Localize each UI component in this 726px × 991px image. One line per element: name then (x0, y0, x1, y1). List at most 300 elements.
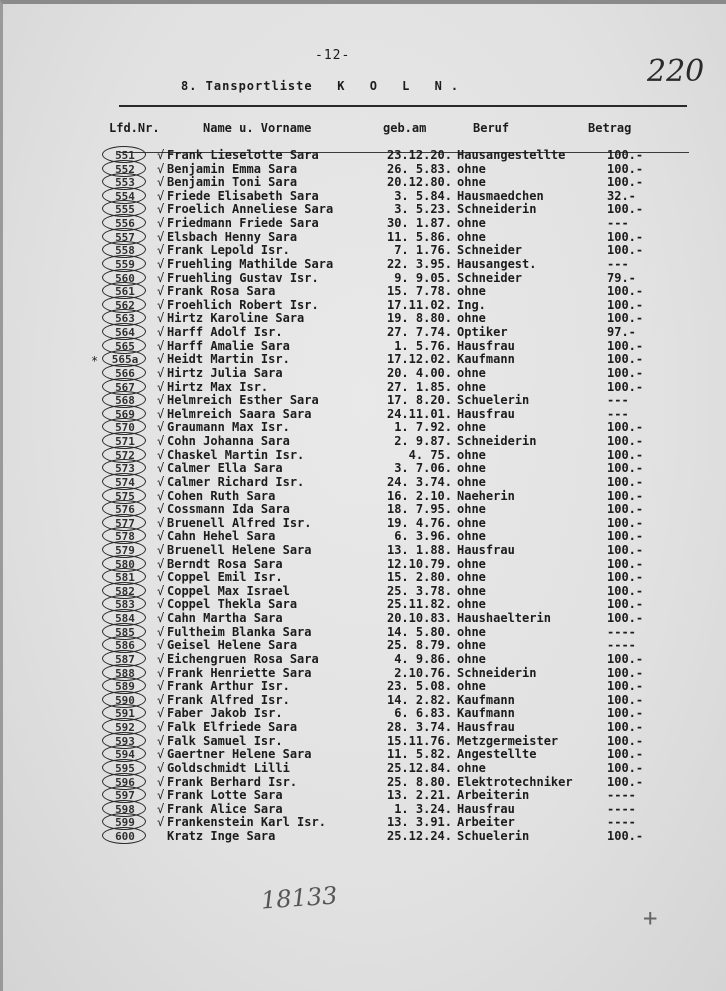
amount: 100.- (607, 760, 644, 775)
table-row (3, 476, 726, 489)
birth-date: 1. 3.24. (394, 801, 452, 816)
birth-date: 20.10.83. (386, 611, 452, 626)
handwritten-note: 18133 (260, 881, 339, 915)
check-mark-icon: √ (157, 638, 165, 653)
entry-number: 582 (115, 584, 135, 598)
occupation: Schuelerin (457, 829, 530, 843)
occupation: ohne (457, 379, 486, 394)
check-mark-icon: √ (157, 597, 165, 612)
person-name: Froelich Anneliese Sara (167, 202, 334, 217)
check-mark-icon: √ (157, 651, 165, 666)
entry-number: 566 (115, 366, 135, 380)
amount: 100.- (607, 542, 644, 557)
entry-number: 554 (115, 189, 135, 203)
amount: 100.- (607, 297, 644, 312)
check-mark-icon: √ (157, 148, 165, 162)
amount: 32.- (607, 188, 636, 203)
entry-number: 565 (115, 339, 135, 353)
table-row (3, 544, 726, 557)
entry-number: 571 (115, 435, 135, 449)
amount: 100.- (607, 474, 644, 489)
check-mark-icon: √ (157, 720, 165, 735)
birth-date: 15. 2.80. (386, 570, 452, 585)
person-name: Frank Alfred Isr. (167, 692, 290, 707)
birth-date: 17.12.02. (386, 352, 452, 367)
occupation: Hausfrau (457, 406, 515, 421)
occupation: ohne (457, 556, 486, 571)
entry-number: 574 (115, 475, 135, 489)
check-mark-icon: √ (157, 175, 165, 190)
person-name: Coppel Thekla Sara (167, 597, 298, 612)
person-name: Gaertner Helene Sara (167, 747, 312, 762)
occupation: ohne (457, 447, 486, 462)
amount: --- (607, 216, 629, 231)
amount: ---- (607, 624, 636, 639)
entry-number: 553 (115, 176, 135, 190)
amount: 100.- (607, 651, 644, 666)
header-occupation: Beruf (473, 121, 510, 135)
check-mark-icon: √ (157, 406, 165, 421)
occupation: Ing. (457, 297, 486, 312)
birth-date: 13. 2.21. (386, 788, 452, 803)
birth-date: 19. 8.80. (386, 311, 452, 326)
check-mark-icon: √ (157, 256, 165, 271)
table-row (3, 258, 726, 271)
check-mark-icon: √ (157, 297, 165, 312)
birth-date: 18. 7.95. (386, 502, 452, 517)
entry-number: 577 (115, 516, 135, 530)
entry-number: 576 (115, 503, 135, 517)
amount: --- (607, 256, 629, 271)
header-no: Lfd.Nr. (109, 121, 160, 135)
check-mark-icon: √ (157, 556, 165, 571)
check-mark-icon: √ (157, 284, 165, 299)
person-name: Hirtz Karoline Sara (167, 311, 305, 326)
birth-date: 17. 8.20. (386, 393, 452, 408)
entry-number: 552 (115, 162, 135, 176)
table-row (3, 762, 726, 775)
amount: --- (607, 393, 629, 408)
header-amount: Betrag (588, 121, 632, 135)
check-mark-icon: √ (157, 706, 165, 721)
table-row (3, 435, 726, 448)
birth-date: 15. 7.78. (386, 284, 452, 299)
amount: 100.- (607, 352, 644, 367)
check-mark-icon: √ (157, 325, 165, 340)
entry-number: 563 (115, 312, 135, 326)
header-name: Name u. Vorname (203, 121, 312, 135)
occupation: ohne (457, 651, 486, 666)
birth-date: 19. 4.76. (386, 515, 452, 530)
person-name: Bruenell Helene Sara (167, 542, 312, 557)
occupation: Schneiderin (457, 434, 537, 449)
birth-date: 14. 5.80. (386, 624, 452, 639)
check-mark-icon: √ (157, 515, 165, 530)
check-mark-icon: √ (157, 692, 165, 707)
birth-date: 3. 7.06. (394, 461, 452, 476)
occupation: ohne (457, 229, 486, 244)
amount: 100.- (607, 229, 644, 244)
person-name: Friede Elisabeth Sara (167, 188, 319, 203)
amount: 100.- (607, 420, 644, 435)
occupation: Angestellte (457, 747, 537, 762)
check-mark-icon: √ (157, 624, 165, 639)
person-name: Frankenstein Karl Isr. (167, 815, 326, 830)
amount: 100.- (607, 175, 644, 190)
check-mark-icon: √ (157, 570, 165, 585)
person-name: Elsbach Henny Sara (167, 229, 298, 244)
amount: --- (607, 406, 629, 421)
table-row (3, 217, 726, 230)
amount: 100.- (607, 515, 644, 530)
person-name: Frank Alice Sara (167, 801, 283, 816)
person-name: Hirtz Julia Sara (167, 365, 283, 380)
person-name: Friedmann Friede Sara (167, 216, 319, 231)
handwritten-mark: + (643, 904, 658, 932)
person-name: Frank Rosa Sara (167, 284, 276, 299)
person-name: Eichengruen Rosa Sara (167, 651, 319, 666)
occupation: Schneider (457, 270, 523, 285)
occupation: ohne (457, 638, 486, 653)
entry-number: 569 (115, 407, 135, 421)
occupation: ohne (457, 679, 486, 694)
person-name: Heidt Martin Isr. (167, 352, 290, 367)
person-name: Calmer Ella Sara (167, 461, 283, 476)
person-name: Benjamin Emma Sara (167, 161, 298, 176)
entry-number: 573 (115, 462, 135, 476)
person-name: Bruenell Alfred Isr. (167, 515, 312, 530)
amount: 100.- (607, 774, 644, 789)
amount: 100.- (607, 570, 644, 585)
entry-number: 568 (115, 394, 135, 408)
amount: 100.- (607, 447, 644, 462)
person-name: Chaskel Martin Isr. (167, 447, 305, 462)
occupation: ohne (457, 461, 486, 476)
entry-number: 557 (115, 230, 135, 244)
table-row (3, 612, 726, 625)
amount: 100.- (607, 692, 644, 707)
occupation: ohne (457, 474, 486, 489)
check-mark-icon: √ (157, 542, 165, 557)
person-name: Geisel Helene Sara (167, 638, 298, 653)
occupation: Kaufmann (457, 706, 515, 721)
entry-number: 590 (115, 693, 135, 707)
amount: 100.- (607, 679, 644, 694)
person-name: Helmreich Esther Sara (167, 393, 319, 408)
entry-number: 593 (115, 734, 135, 748)
birth-date: 17.11.02. (386, 297, 452, 312)
check-mark-icon: √ (157, 760, 165, 775)
birth-date: 28. 3.74. (386, 720, 452, 735)
check-mark-icon: √ (157, 338, 165, 353)
check-mark-icon: √ (157, 216, 165, 231)
birth-date: 11. 5.86. (386, 229, 452, 244)
check-mark-icon: √ (157, 801, 165, 816)
occupation: ohne (457, 760, 486, 775)
amount: ---- (607, 788, 636, 803)
amount: 100.- (607, 338, 644, 353)
birth-date: 2. 9.87. (394, 434, 452, 449)
person-name: Calmer Richard Isr. (167, 474, 305, 489)
person-name: Fruehling Gustav Isr. (167, 270, 319, 285)
occupation: ohne (457, 161, 486, 176)
amount: 100.- (607, 365, 644, 380)
occupation: Hausfrau (457, 542, 515, 557)
occupation: Hausfrau (457, 338, 515, 353)
amount: 100.- (607, 747, 644, 762)
entry-number: 570 (115, 421, 135, 435)
person-name: Coppel Emil Isr. (167, 570, 283, 585)
birth-date: 27. 7.74. (386, 325, 452, 340)
occupation: Haushaelterin (457, 611, 551, 626)
entry-number: 559 (115, 257, 135, 271)
birth-date: 25. 8.80. (386, 774, 452, 789)
person-name: Falk Samuel Isr. (167, 733, 283, 748)
check-mark-icon: √ (157, 243, 165, 258)
entry-number: 572 (115, 448, 135, 462)
check-mark-icon: √ (157, 365, 165, 380)
check-mark-icon: √ (157, 815, 165, 830)
occupation: ohne (457, 570, 486, 585)
birth-date: 4. 9.86. (394, 651, 452, 666)
occupation: Kaufmann (457, 692, 515, 707)
top-rule (119, 105, 687, 107)
occupation: ohne (457, 624, 486, 639)
person-name: Cahn Hehel Sara (167, 529, 276, 544)
table-row (3, 789, 726, 802)
check-mark-icon: √ (157, 447, 165, 462)
check-mark-icon: √ (157, 665, 165, 680)
check-mark-icon: √ (157, 270, 165, 285)
amount: 100.- (607, 556, 644, 571)
entry-number: 598 (115, 802, 135, 816)
check-mark-icon: √ (157, 393, 165, 408)
occupation: Schneiderin (457, 202, 537, 217)
check-mark-icon: √ (157, 583, 165, 598)
check-mark-icon: √ (157, 352, 165, 367)
person-name: Berndt Rosa Sara (167, 556, 283, 571)
check-mark-icon: √ (157, 488, 165, 503)
check-mark-icon: √ (157, 747, 165, 762)
birth-date: 3. 5.23. (394, 202, 452, 217)
entry-number: 583 (115, 598, 135, 612)
entry-number: 565a (111, 353, 139, 367)
person-name: Frank Lieselotte Sara (167, 148, 319, 162)
person-name: Fruehling Mathilde Sara (167, 256, 334, 271)
occupation: ohne (457, 583, 486, 598)
person-name: Frank Lotte Sara (167, 788, 283, 803)
check-mark-icon: √ (157, 529, 165, 544)
check-mark-icon: √ (157, 202, 165, 217)
amount: 100.- (607, 461, 644, 476)
birth-date: 25.11.82. (386, 597, 452, 612)
person-name: Frank Arthur Isr. (167, 679, 290, 694)
person-name: Cohn Johanna Sara (167, 434, 290, 449)
birth-date: 2.10.76. (394, 665, 452, 680)
table-row (3, 571, 726, 584)
person-name: Cahn Martha Sara (167, 611, 283, 626)
amount: 100.- (607, 488, 644, 503)
amount: 100.- (607, 502, 644, 517)
birth-date: 16. 2.10. (386, 488, 452, 503)
birth-date: 24.11.01. (386, 406, 452, 421)
table-row (3, 653, 726, 666)
entry-number: 586 (115, 639, 135, 653)
occupation: Elektrotechniker (457, 774, 573, 789)
occupation: ohne (457, 311, 486, 326)
amount: 100.- (607, 720, 644, 735)
person-name: Cohen Ruth Sara (167, 488, 276, 503)
person-name: Falk Elfriede Sara (167, 720, 298, 735)
check-mark-icon: √ (157, 461, 165, 476)
occupation: Naeherin (457, 488, 515, 503)
table-row (3, 394, 726, 407)
entry-number: 556 (115, 217, 135, 231)
person-name: Graumann Max Isr. (167, 420, 290, 435)
birth-date: 20.12.80. (386, 175, 452, 190)
person-name: Cossmann Ida Sara (167, 502, 290, 517)
birth-date: 6. 3.96. (394, 529, 452, 544)
amount: 100.- (607, 597, 644, 612)
occupation: Hausmaedchen (457, 188, 544, 203)
check-mark-icon: √ (157, 611, 165, 626)
birth-date: 25. 3.78. (386, 583, 452, 598)
entry-number: 560 (115, 271, 135, 285)
birth-date: 14. 2.82. (386, 692, 452, 707)
entry-number: 597 (115, 789, 135, 803)
occupation: Optiker (457, 325, 508, 340)
birth-date: 26. 5.83. (386, 161, 452, 176)
occupation: ohne (457, 515, 486, 530)
amount: 100.- (607, 379, 644, 394)
page-number: -12- (315, 48, 351, 63)
occupation: ohne (457, 284, 486, 299)
person-name: Frank Lepold Isr. (167, 243, 290, 258)
birth-date: 4. 75. (408, 447, 452, 462)
table-row (3, 326, 726, 339)
entry-number: 592 (115, 721, 135, 735)
amount: 100.- (607, 665, 644, 680)
birth-date: 22. 3.95. (386, 256, 452, 271)
birth-date: 23. 5.08. (386, 679, 452, 694)
amount: 100.- (607, 583, 644, 598)
occupation: Hausfrau (457, 720, 515, 735)
occupation: Metzgermeister (457, 733, 559, 748)
entry-number: 579 (115, 543, 135, 557)
entry-number: 564 (115, 326, 135, 340)
amount: 97.- (607, 325, 636, 340)
person-name: Fultheim Blanka Sara (167, 624, 312, 639)
check-mark-icon: √ (157, 311, 165, 326)
birth-date: 25. 8.79. (386, 638, 452, 653)
margin-asterisk: * (91, 354, 99, 368)
person-name: Helmreich Saara Sara (167, 406, 312, 421)
title-prefix: 8. Tansportliste (181, 79, 313, 93)
entry-number: 594 (115, 748, 135, 762)
handwritten-page-number: 220 (647, 54, 705, 89)
entry-number: 561 (115, 285, 135, 299)
person-name: Froehlich Robert Isr. (167, 297, 319, 312)
amount: 100.- (607, 706, 644, 721)
entry-number: 600 (115, 830, 135, 843)
entry-number: 595 (115, 761, 135, 775)
birth-date: 27. 1.85. (386, 379, 452, 394)
birth-date: 30. 1.87. (386, 216, 452, 231)
check-mark-icon: √ (157, 229, 165, 244)
birth-date: 25.12.84. (386, 760, 452, 775)
amount: ---- (607, 815, 636, 830)
table-row (3, 830, 726, 843)
amount: 100.- (607, 829, 644, 843)
entry-number: 558 (115, 244, 135, 258)
entry-number: 588 (115, 666, 135, 680)
occupation: Hausfrau (457, 801, 515, 816)
birth-date: 15.11.76. (386, 733, 452, 748)
birth-date: 11. 5.82. (386, 747, 452, 762)
birth-date: 20. 4.00. (386, 365, 452, 380)
occupation: Arbeiterin (457, 788, 530, 803)
person-name: Frank Berhard Isr. (167, 774, 298, 789)
entry-number: 596 (115, 775, 135, 789)
person-name: Kratz Inge Sara (167, 829, 276, 843)
check-mark-icon: √ (157, 474, 165, 489)
occupation: Arbeiter (457, 815, 515, 830)
check-mark-icon: √ (157, 161, 165, 176)
occupation: ohne (457, 365, 486, 380)
occupation: ohne (457, 175, 486, 190)
birth-date: 13. 1.88. (386, 542, 452, 557)
person-name: Hirtz Max Isr. (167, 379, 269, 394)
entry-number: 599 (115, 816, 135, 830)
amount: 100.- (607, 202, 644, 217)
check-mark-icon: √ (157, 733, 165, 748)
birth-date: 1. 7.92. (394, 420, 452, 435)
occupation: ohne (457, 420, 486, 435)
person-name: Goldschmidt Lilli (167, 760, 290, 775)
birth-date: 6. 6.83. (394, 706, 452, 721)
occupation: ohne (457, 597, 486, 612)
occupation: Hausangestellte (457, 148, 566, 162)
table-row (3, 680, 726, 693)
entry-number: 575 (115, 489, 135, 503)
person-name: Faber Jakob Isr. (167, 706, 283, 721)
person-name: Coppel Max Israel (167, 583, 290, 598)
entry-number: 581 (115, 571, 135, 585)
entry-number: 584 (115, 612, 135, 626)
table-row (3, 149, 726, 162)
amount: 100.- (607, 148, 644, 162)
check-mark-icon: √ (157, 188, 165, 203)
amount: 100.- (607, 161, 644, 176)
amount: 79.- (607, 270, 636, 285)
document-title (181, 79, 467, 93)
birth-date: 1. 5.76. (394, 338, 452, 353)
table-row (3, 285, 726, 298)
entry-number: 551 (115, 149, 135, 162)
person-name: Harff Amalie Sara (167, 338, 290, 353)
amount: ---- (607, 638, 636, 653)
occupation: Hausangest. (457, 256, 537, 271)
entry-number: 562 (115, 298, 135, 312)
birth-date: 24. 3.74. (386, 474, 452, 489)
birth-date: 13. 3.91. (386, 815, 452, 830)
occupation: Schneiderin (457, 665, 537, 680)
table-row (3, 721, 726, 734)
occupation: Kaufmann (457, 352, 515, 367)
birth-date: 7. 1.76. (394, 243, 452, 258)
entry-number: 589 (115, 680, 135, 694)
occupation: ohne (457, 529, 486, 544)
